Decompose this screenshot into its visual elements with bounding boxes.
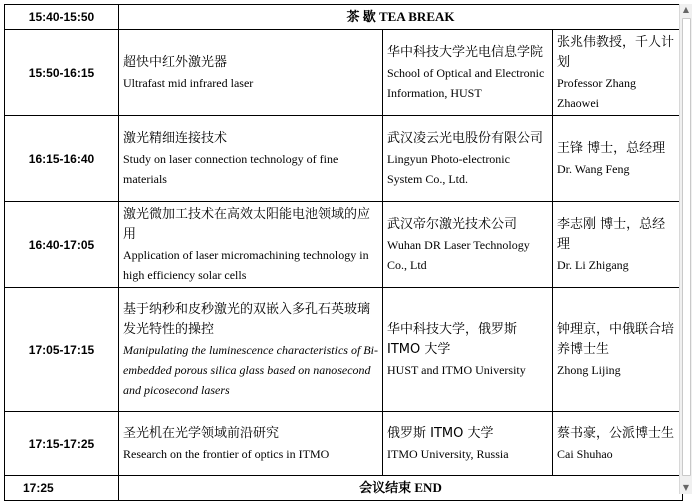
session-title: [119, 412, 383, 476]
session-speaker: [553, 30, 683, 116]
session-row: [5, 116, 683, 202]
session-row: [5, 412, 683, 476]
speaker-en: Cai Shuhao: [557, 446, 613, 461]
session-org: [383, 202, 553, 288]
scroll-thumb[interactable]: [682, 18, 691, 476]
session-time: 15:50-16:15: [5, 30, 119, 116]
session-row: [5, 288, 683, 412]
speaker-en: Zhong Lijing: [557, 362, 621, 377]
session-title: [119, 30, 383, 116]
speaker-zh: 钟理京，中俄联合培养博士生: [557, 321, 675, 357]
session-speaker: [553, 116, 683, 202]
speaker-zh: 张兆伟教授，千人计划: [557, 34, 675, 70]
session-title: [119, 202, 383, 288]
org-en: Lingyun Photo-electronic System Co., Ltd.: [387, 151, 510, 186]
org-zh: 武汉帝尔激光技术公司: [387, 216, 518, 232]
tea-break-time: 15:40-15:50: [5, 5, 119, 30]
session-row: [5, 202, 683, 288]
end-label: 会议结束 END: [119, 476, 683, 501]
tea-break-label: 茶 歇 TEA BREAK: [119, 5, 683, 30]
title-en: Manipulating the luminescence characteristics of Bi-embedded porous silica glass based on nanosecond and picosecond lasers: [123, 342, 378, 397]
title-zh: 激光微加工技术在高效太阳能电池领域的应用: [123, 206, 371, 242]
session-row: [5, 30, 683, 116]
session-time: 16:40-17:05: [5, 202, 119, 288]
session-title: [119, 116, 383, 202]
end-row: [5, 476, 683, 501]
session-org: [383, 288, 553, 412]
session-time: 17:15-17:25: [5, 412, 119, 476]
vertical-scrollbar[interactable]: [679, 4, 692, 494]
org-en: Wuhan DR Laser Technology Co., Ltd: [387, 237, 530, 272]
session-time: 17:05-17:15: [5, 288, 119, 412]
session-org: [383, 412, 553, 476]
speaker-zh: 蔡书豪，公派博士生: [557, 425, 675, 441]
title-en: Ultrafast mid infrared laser: [123, 75, 254, 90]
session-title: [119, 288, 383, 412]
triangle-down-icon[interactable]: ▼: [682, 483, 690, 492]
org-en: School of Optical and Electronic Information, HUST: [387, 65, 545, 100]
speaker-en: Dr. Wang Feng: [557, 161, 630, 176]
triangle-up-icon[interactable]: ▲: [682, 5, 690, 14]
speaker-en: Dr. Li Zhigang: [557, 257, 629, 272]
org-zh: 华中科技大学，俄罗斯 ITMO 大学: [387, 321, 518, 357]
title-en: Application of laser micromachining technology in high efficiency solar cells: [123, 247, 369, 282]
session-speaker: [553, 288, 683, 412]
title-zh: 激光精细连接技术: [123, 130, 228, 146]
session-org: [383, 116, 553, 202]
title-zh: 超快中红外激光器: [123, 54, 228, 70]
session-speaker: [553, 202, 683, 288]
speaker-en: Professor Zhang Zhaowei: [557, 75, 636, 110]
speaker-zh: 王锋 博士，总经理: [557, 140, 666, 156]
org-en: HUST and ITMO University: [387, 362, 526, 377]
title-zh: 圣光机在光学领域前沿研究: [123, 425, 280, 441]
title-en: Study on laser connection technology of fine materials: [123, 151, 339, 186]
session-time: 16:15-16:40: [5, 116, 119, 202]
speaker-zh: 李志刚 博士，总经理: [557, 216, 666, 252]
title-zh: 基于纳秒和皮秒激光的双嵌入多孔石英玻璃发光特性的操控: [123, 301, 371, 337]
org-zh: 华中科技大学光电信息学院: [387, 44, 544, 60]
schedule-table: [4, 4, 683, 501]
session-speaker: [553, 412, 683, 476]
org-zh: 武汉凌云光电股份有限公司: [387, 130, 544, 146]
org-en: ITMO University, Russia: [387, 446, 509, 461]
session-org: [383, 30, 553, 116]
org-zh: 俄罗斯 ITMO 大学: [387, 425, 494, 441]
title-en: Research on the frontier of optics in ITMO: [123, 446, 330, 461]
end-time: 17:25: [5, 476, 119, 501]
tea-break-row: [5, 5, 683, 30]
